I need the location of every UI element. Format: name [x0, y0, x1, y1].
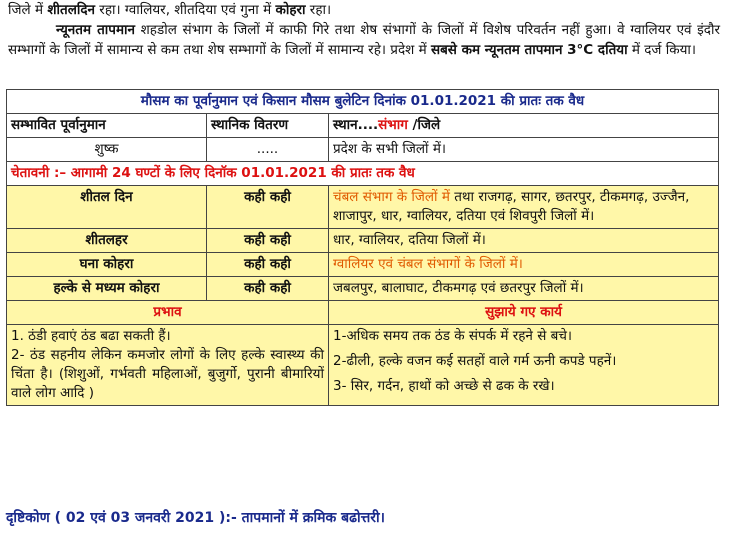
header-place-part: स्थान.... [333, 117, 379, 133]
intro-line-1 [8, 0, 720, 20]
warning-row [7, 186, 719, 229]
intro-text [8, 0, 720, 60]
warning-place: ग्वालियर एवं चंबल संभागों के जिलों में। [329, 253, 719, 277]
action-item: 2-ढीली, हल्के वजन कई सतहों वाले गर्म ऊनी कपडे पहनें। [333, 353, 617, 369]
header-distribution: स्थानिक वितरण [207, 114, 329, 138]
bulletin-table [6, 89, 719, 406]
warning-event: हल्के से मध्यम कोहरा [7, 277, 207, 301]
intro-text-part: शहडोल संभाग के जिलों में काफी गिरे तथा शेष संभागों के जिलों में विशेष परिवर्तन नहीं हुआ। वे ग्वालियर एवं इंदौर सम्भागों के जिलों में सामान्य से कम तथा शेष सम्भागों के जिलों में सामान्य रहे। प्रदेश में [8, 22, 720, 58]
forecast-value: शुष्क [7, 138, 207, 162]
min-temp-term: न्यूनतम तापमान [56, 22, 136, 38]
warning-row [7, 253, 719, 277]
fog-term: कोहरा [275, 2, 306, 18]
impact-item: 1. ठंडी हवाएं ठंड बढा सकती हैं। [11, 328, 171, 344]
impact-item: 2- ठंड सहनीय लेकिन कमजोर लोगों के लिए हल्के स्वास्थ्य की चिंता है। (शिशुओं, गर्भवती महिलाओं, बुजुर्गो, पुरानी बीमारियों वाले लोग आदि ) [11, 347, 324, 401]
warning-row [7, 229, 719, 253]
lowest-temp-term: सबसे कम न्यूनतम तापमान 3°C दतिया [430, 42, 628, 58]
cold-day-term: शीतलदिन [47, 2, 96, 18]
warning-place: धार, ग्वालियर, दतिया जिलों में। [329, 229, 719, 253]
outlook-text: दृष्टिकोण ( 02 एवं 03 जनवरी 2021 ):- तापमानों में क्रमिक बढोत्तरी। [6, 510, 385, 526]
warning-extent: कही कही [207, 186, 329, 229]
intro-text-part: में दर्ज किया। [627, 42, 697, 58]
header-forecast: सम्भावित पूर्वानुमान [7, 114, 207, 138]
warning-place-highlight: चंबल संभाग के जिलों में [333, 189, 450, 205]
intro-text-part: रहा। ग्वालियर, शीतदिया एवं गुना में [95, 2, 276, 18]
intro-text-part: जिले में [8, 2, 48, 18]
warning-event: घना कोहरा [7, 253, 207, 277]
intro-text-part: रहा। [305, 2, 332, 18]
intro-paragraph-2 [8, 20, 720, 60]
action-title: सुझाये गए कार्य [329, 301, 719, 325]
header-place-part: /जिले [407, 117, 441, 133]
place-value: प्रदेश के सभी जिलों में। [329, 138, 719, 162]
warning-place-text: तथा राजगढ़, सागर, छतरपुर, टीकमगढ़, उज्जैन, शाजापुर, धार, ग्वालियर, दतिया एवं शिवपुरी जिलों में। [333, 189, 690, 224]
warning-place: जबलपुर, बालाघाट, टीकमगढ़ एवं छतरपुर जिलों में। [329, 277, 719, 301]
warning-extent: कही कही [207, 277, 329, 301]
impact-list [7, 325, 329, 406]
warning-row [7, 277, 719, 301]
warning-event: शीतल दिन [7, 186, 207, 229]
header-division: संभाग [378, 117, 408, 133]
warning-title: चेतावनी :– आगामी 24 घण्टों के लिए दिनॉक 01.01.2021 की प्रातः तक वैध [7, 162, 719, 186]
warning-event: शीतलहर [7, 229, 207, 253]
impact-title: प्रभाव [7, 301, 329, 325]
header-place [329, 114, 719, 138]
bulletin-title: मौसम का पूर्वानुमान एवं किसान मौसम बुलेटिन दिनांक 01.01.2021 की प्रातः तक वैध [7, 90, 719, 114]
distribution-value: ..... [207, 138, 329, 162]
action-item: 1-अधिक समय तक ठंड के संपर्क में रहने से बचे। [333, 328, 573, 344]
action-list [329, 325, 719, 406]
warning-place [329, 186, 719, 229]
warning-extent: कही कही [207, 253, 329, 277]
warning-extent: कही कही [207, 229, 329, 253]
action-item: 3- सिर, गर्दन, हाथों को अच्छे से ढक के रखे। [333, 378, 555, 394]
